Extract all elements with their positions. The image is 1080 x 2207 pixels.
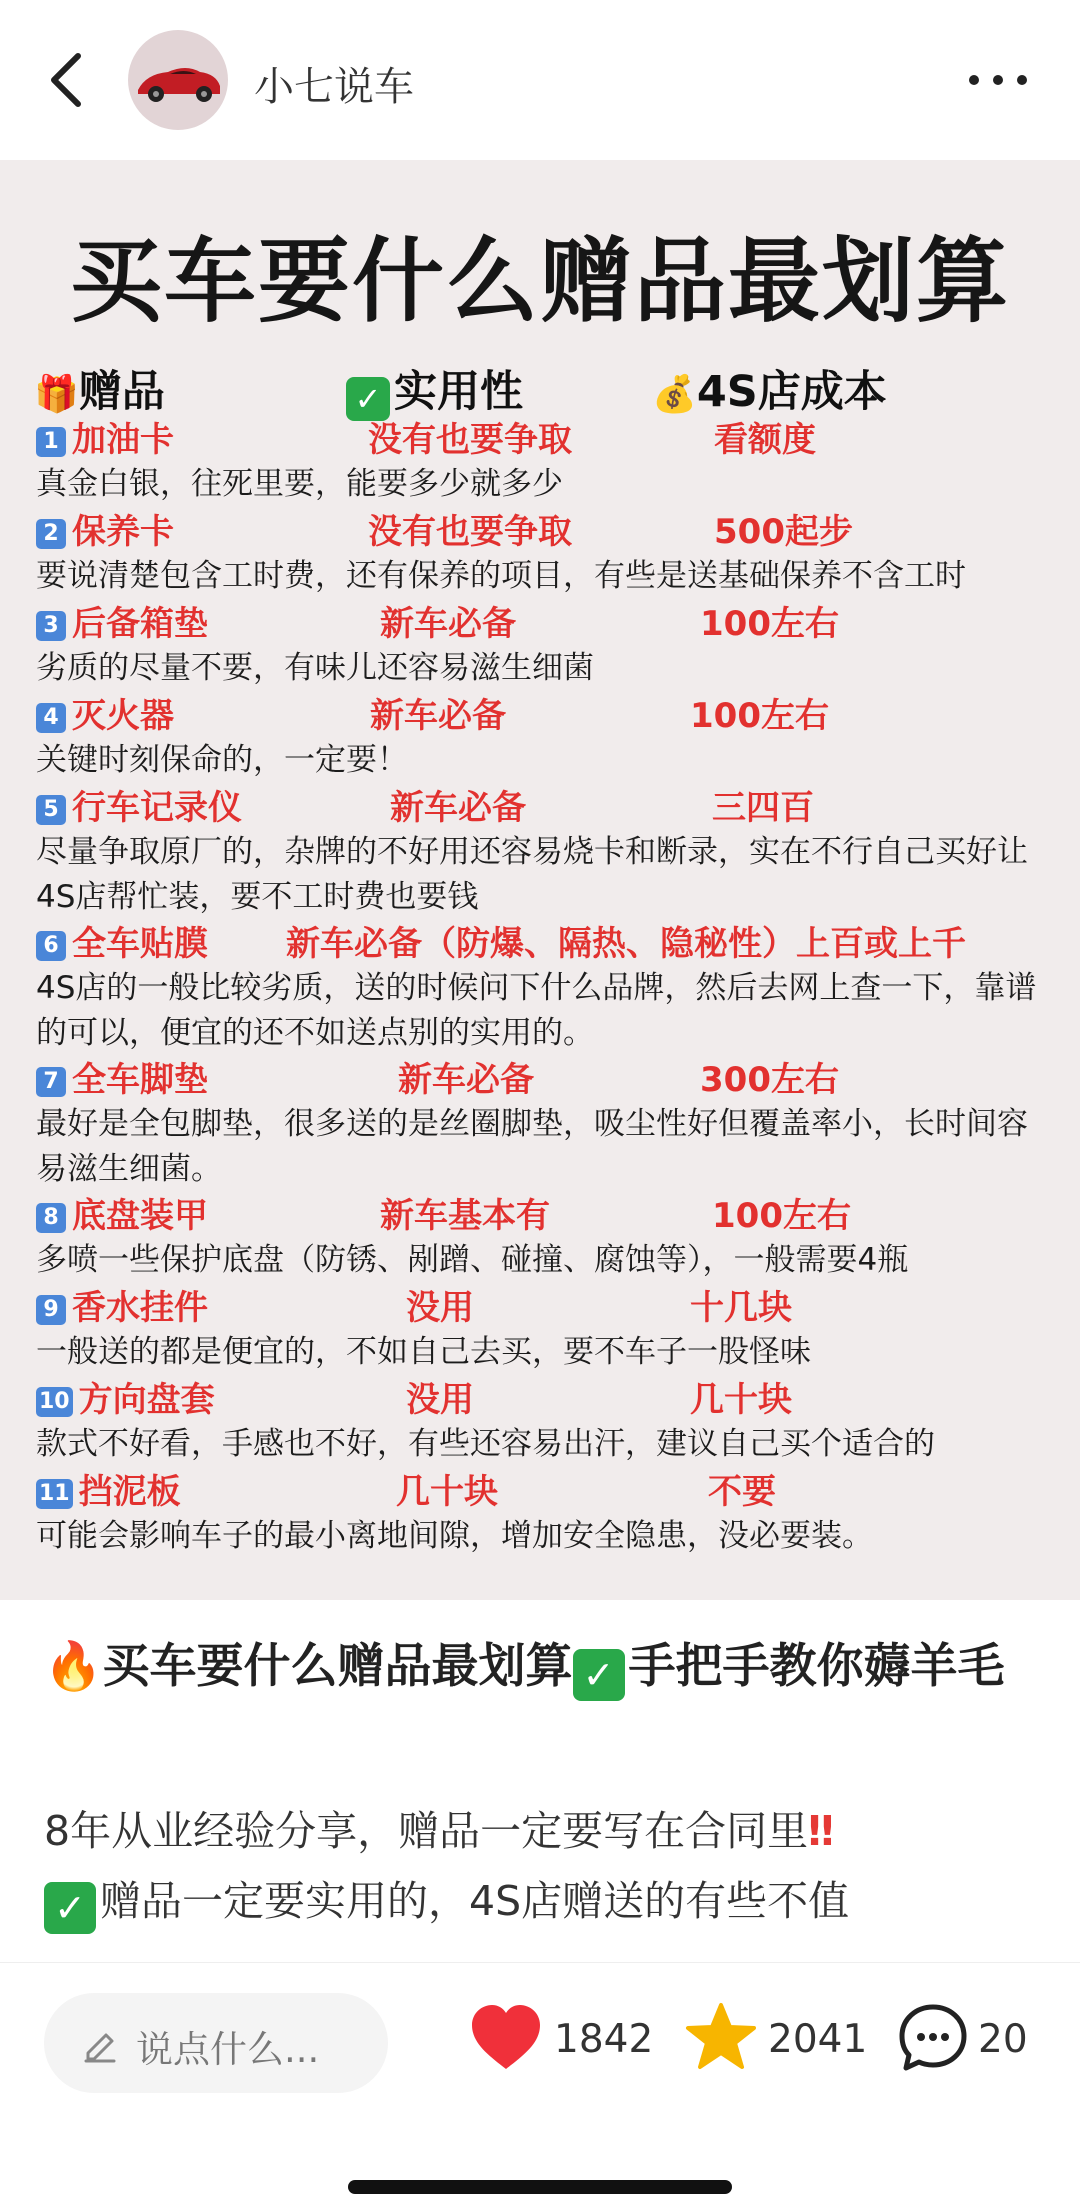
gift-name: 9 香水挂件 xyxy=(36,1280,208,1329)
gift-practicality: 没有也要争取 xyxy=(368,512,572,552)
gift-practicality: 几十块 xyxy=(396,1472,498,1512)
more-button[interactable] xyxy=(966,64,1030,96)
gift-practicality: 新车必备 xyxy=(380,604,516,644)
post-text-line: 8年从业经验分享，赠品一定要写在合同里‼ xyxy=(44,1807,834,1855)
gift-description: 真金白银，往死里要，能要多少就多少 xyxy=(36,466,563,502)
gift-practicality: 新车必备 xyxy=(398,1060,534,1100)
check-icon: ✓ xyxy=(44,1882,96,1934)
gift-practicality: 没用 xyxy=(406,1288,474,1328)
gift-description: 多喷一些保护底盘（防锈、剐蹭、碰撞、腐蚀等），一般需要4瓶 xyxy=(36,1242,909,1278)
post-image[interactable] xyxy=(0,160,1080,1600)
star-icon xyxy=(684,2001,758,2073)
gift-name: 4 灭火器 xyxy=(36,688,174,737)
gift-icon: 🎁 xyxy=(34,374,79,415)
chevron-left-icon xyxy=(40,48,96,112)
like-button[interactable] xyxy=(468,2001,654,2081)
poster-title: 买车要什么赠品最划算 xyxy=(69,228,1010,335)
gift-practicality: 新车必备 xyxy=(390,788,526,828)
post-text-line: ✓ 赠品一定要实用的，4S店赠送的有些不值 xyxy=(44,1870,1044,1934)
back-button[interactable] xyxy=(40,48,96,112)
comment-input[interactable] xyxy=(44,1993,388,2093)
gift-description: 最好是全包脚垫，很多送的是丝圈脚垫，吸尘性好但覆盖率小，长时间容易滋生细菌。 xyxy=(36,1106,1028,1187)
gift-cost: 300左右 xyxy=(700,1060,839,1100)
check-icon: ✓ xyxy=(346,377,390,421)
gift-description: 款式不好看，手感也不好，有些还容易出汗，建议自己买个适合的 xyxy=(36,1426,935,1462)
gift-practicality: 新车必备（防爆、隔热、隐秘性）上百或上千 xyxy=(286,924,966,964)
gift-description: 可能会影响车子的最小离地间隙，增加安全隐患，没必要装。 xyxy=(36,1518,873,1554)
comment-placeholder: 说点什么... xyxy=(136,2028,320,2071)
gift-name: 11 挡泥板 xyxy=(36,1464,181,1513)
gift-name: 1 加油卡 xyxy=(36,412,174,461)
gift-cost: 十几块 xyxy=(690,1288,792,1328)
gift-practicality: 新车必备 xyxy=(370,696,506,736)
money-bag-icon: 💰 xyxy=(652,374,697,415)
double-exclamation-icon: ‼ xyxy=(808,1807,834,1855)
check-icon: ✓ xyxy=(573,1649,625,1701)
column-header-gift: 🎁赠品 xyxy=(34,367,165,417)
gift-practicality: 新车基本有 xyxy=(380,1196,550,1236)
gift-description: 关键时刻保命的，一定要！ xyxy=(36,742,408,778)
comment-button[interactable] xyxy=(896,2001,1046,2081)
gift-cost: 100左右 xyxy=(700,604,839,644)
gift-description: 4S店的一般比较劣质，送的时候问下什么品牌，然后去网上查一下，靠谱的可以，便宜的还不如送点别的实用的。 xyxy=(36,970,1037,1051)
gift-name: 7 全车脚垫 xyxy=(36,1052,208,1101)
collect-button[interactable] xyxy=(684,2001,868,2081)
gift-cost: 不要 xyxy=(708,1472,776,1512)
collect-count: 2041 xyxy=(768,2017,868,2062)
gift-cost: 几十块 xyxy=(690,1380,792,1420)
gift-practicality: 没有也要争取 xyxy=(368,420,572,460)
gift-name: 6 全车贴膜 xyxy=(36,916,208,965)
gift-cost: 500起步 xyxy=(714,512,853,552)
post-title: 🔥买车要什么赠品最划算 ✓ 手把手教你薅羊毛 xyxy=(44,1628,1044,1706)
home-indicator[interactable] xyxy=(348,2180,732,2194)
top-bar xyxy=(0,0,1080,160)
gift-name: 8 底盘装甲 xyxy=(36,1188,208,1237)
heart-icon xyxy=(468,2001,544,2073)
gift-cost: 看额度 xyxy=(714,420,816,460)
chat-bubble-icon xyxy=(896,2001,970,2075)
column-header-cost: 💰4S店成本 xyxy=(652,367,887,417)
gift-description: 一般送的都是便宜的，不如自己去买，要不车子一股怪味 xyxy=(36,1334,811,1370)
more-dots-icon xyxy=(966,64,1030,96)
like-count: 1842 xyxy=(554,2017,654,2062)
author-name[interactable]: 小七说车 xyxy=(254,64,414,110)
red-car-icon xyxy=(128,30,228,130)
gift-name: 3 后备箱垫 xyxy=(36,596,208,645)
gift-cost: 三四百 xyxy=(712,788,814,828)
gift-name: 2 保养卡 xyxy=(36,504,174,553)
column-header-practical: ✓ 实用性 xyxy=(346,358,523,421)
gift-description: 尽量争取原厂的，杂牌的不好用还容易烧卡和断录，实在不行自己买好让4S店帮忙装，要不工时费也要钱 xyxy=(36,834,1028,915)
gift-name: 10 方向盘套 xyxy=(36,1372,215,1421)
gift-cost: 100左右 xyxy=(712,1196,851,1236)
fire-icon: 🔥 xyxy=(44,1639,103,1694)
gift-practicality: 没用 xyxy=(406,1380,474,1420)
gift-name: 5 行车记录仪 xyxy=(36,780,242,829)
bottom-action-bar xyxy=(0,1962,1080,2207)
gift-cost: 100左右 xyxy=(690,696,829,736)
gift-description: 劣质的尽量不要，有味儿还容易滋生细菌 xyxy=(36,650,594,686)
gift-description: 要说清楚包含工时费，还有保养的项目，有些是送基础保养不含工时 xyxy=(36,558,966,594)
avatar[interactable] xyxy=(128,30,228,130)
comment-count: 20 xyxy=(978,2017,1028,2062)
pencil-icon xyxy=(80,2023,120,2063)
